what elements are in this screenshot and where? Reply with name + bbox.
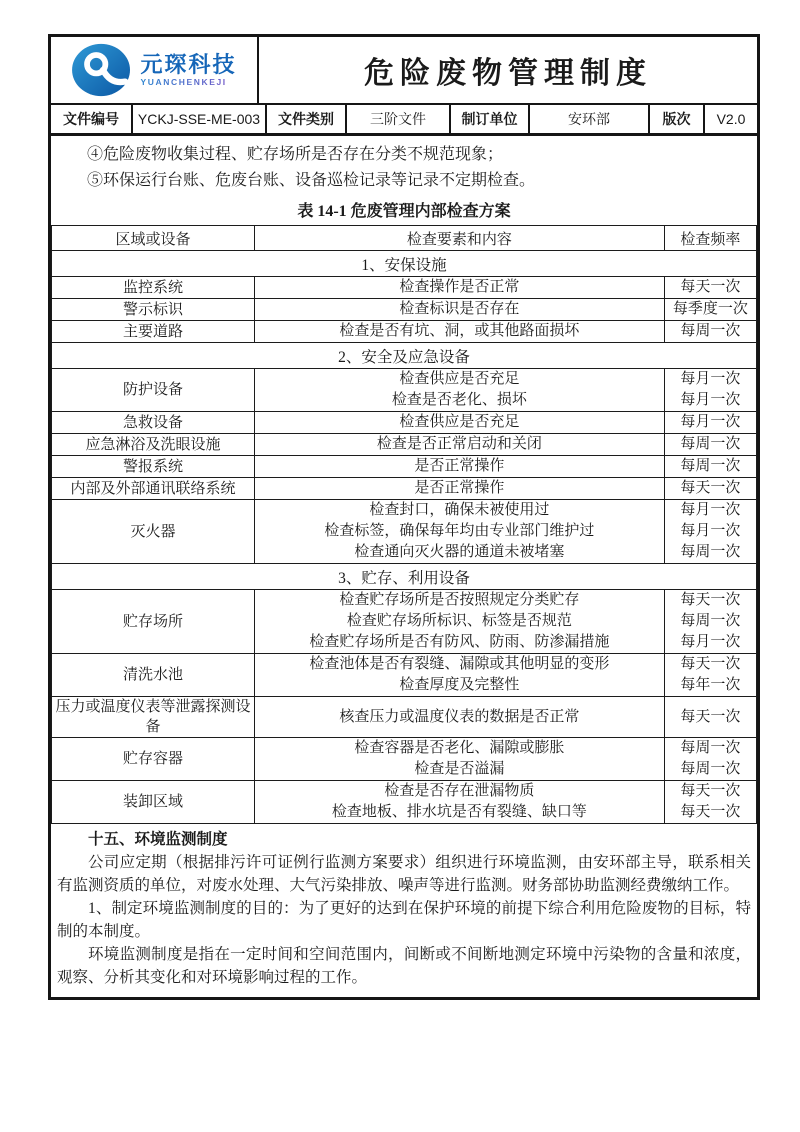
company-logo: [51, 37, 259, 103]
meta-value-doc-category: 三阶文件: [345, 105, 449, 133]
document-body: [51, 133, 757, 997]
frequency-line: 每周一次: [680, 761, 741, 777]
frequency-line: 每年一次: [680, 677, 741, 693]
intro-list: [51, 136, 757, 196]
content-cell: [255, 654, 665, 697]
table-row: [52, 299, 757, 321]
section-title: 1、安保设施: [52, 251, 757, 277]
content-cell: [255, 321, 665, 343]
content-line: 检查供应是否充足: [399, 414, 520, 430]
content-line: 检查贮存场所是否按照规定分类贮存: [339, 592, 580, 608]
area-cell: 应急淋浴及洗眼设施: [52, 434, 255, 456]
logo-swoosh-icon: [71, 42, 133, 98]
area-cell: 急救设备: [52, 412, 255, 434]
area-cell: 内部及外部通讯联络系统: [52, 478, 255, 500]
footer-paragraph: 公司应定期（根据排污许可证例行监测方案要求）组织进行环境监测，由安环部主导，联系相关有监测资质的单位，对废水处理、大气污染排放、噪声等进行监测。财务部协助监测经费缴纳工作。: [57, 854, 751, 894]
content-line: 检查标签，确保每年均由专业部门维护过: [324, 523, 595, 539]
table-row: [52, 478, 757, 500]
meta-value-doc-number: YCKJ-SSE-ME-003: [131, 105, 265, 133]
section-title: 2、安全及应急设备: [52, 343, 757, 369]
table-row: [52, 590, 757, 654]
frequency-cell: [664, 590, 756, 654]
meta-value-issuing-dept: 安环部: [528, 105, 648, 133]
frequency-cell: [664, 738, 756, 781]
page-title: 危险废物管理制度: [364, 57, 652, 90]
frequency-cell: [664, 697, 756, 738]
intro-item-4: ④危险废物收集过程、贮存场所是否存在分类不规范现象；: [87, 146, 504, 163]
frequency-line: 每天一次: [680, 783, 741, 799]
frequency-cell: [664, 299, 756, 321]
area-cell: 灭火器: [52, 500, 255, 564]
area-cell: 装卸区域: [52, 781, 255, 824]
content-line: 检查标识是否存在: [399, 301, 520, 317]
frequency-cell: [664, 654, 756, 697]
content-line: 检查封口，确保未被使用过: [369, 502, 550, 518]
column-header-area: 区域或设备: [52, 226, 255, 251]
frequency-line: 每周一次: [680, 323, 741, 339]
frequency-line: 每周一次: [680, 458, 741, 474]
area-cell: 贮存容器: [52, 738, 255, 781]
footer-paragraph: 1、制定环境监测制度的目的：为了更好的达到在保护环境的前提下综合利用危险废物的目标，特制的本制度。: [57, 900, 751, 940]
frequency-line: 每天一次: [680, 592, 741, 608]
content-line: 检查是否正常启动和关闭: [376, 436, 542, 452]
content-line: 核查压力或温度仪表的数据是否正常: [339, 708, 580, 725]
content-cell: [255, 277, 665, 299]
meta-label-doc-number: 文件编号: [63, 113, 119, 128]
document-page: [48, 34, 760, 1000]
frequency-cell: [664, 781, 756, 824]
area-cell: 监控系统: [52, 277, 255, 299]
table-row: [52, 434, 757, 456]
frequency-line: 每月一次: [680, 392, 741, 408]
area-cell: 主要道路: [52, 321, 255, 343]
content-cell: [255, 412, 665, 434]
content-line: 检查通向灭火器的通道未被堵塞: [354, 544, 565, 560]
content-cell: [255, 434, 665, 456]
content-cell: [255, 781, 665, 824]
content-line: 检查厚度及完整性: [399, 677, 520, 693]
table-row: [52, 456, 757, 478]
content-line: 检查容器是否老化、漏隙或膨胀: [354, 740, 565, 756]
table-row: [52, 277, 757, 299]
table-body: [52, 251, 757, 824]
company-name: 元琛科技: [140, 51, 237, 77]
footer-section: [51, 824, 757, 997]
area-cell: 警示标识: [52, 299, 255, 321]
table-row: [52, 697, 757, 738]
content-line: 检查操作是否正常: [399, 279, 520, 295]
document-meta-row: [51, 103, 757, 133]
table-header-row: [52, 226, 757, 251]
area-cell: 压力或温度仪表等泄露探测设备: [52, 697, 255, 738]
section-title: 3、贮存、利用设备: [52, 564, 757, 590]
frequency-line: 每天一次: [680, 480, 741, 496]
table-caption: 表 14-1 危废管理内部检查方案: [297, 203, 511, 220]
frequency-line: 每天一次: [680, 708, 741, 725]
content-line: 是否正常操作: [414, 480, 505, 496]
frequency-cell: [664, 500, 756, 564]
content-cell: [255, 697, 665, 738]
footer-heading: 十五、环境监测制度: [88, 831, 228, 848]
content-line: 检查地板、排水坑是否有裂缝、缺口等: [331, 804, 587, 820]
frequency-line: 每月一次: [680, 371, 741, 387]
content-line: 检查贮存场所是否有防风、防雨、防渗漏措施: [309, 634, 610, 650]
table-row: [52, 500, 757, 564]
frequency-cell: [664, 277, 756, 299]
content-cell: [255, 738, 665, 781]
frequency-cell: [664, 478, 756, 500]
meta-label-doc-category: 文件类别: [265, 105, 345, 133]
section-row: [52, 343, 757, 369]
frequency-cell: [664, 412, 756, 434]
document-header: [51, 37, 757, 103]
section-row: [52, 251, 757, 277]
frequency-line: 每月一次: [680, 634, 741, 650]
meta-label-issuing-dept: 制订单位: [449, 105, 528, 133]
frequency-line: 每月一次: [680, 414, 741, 430]
frequency-line: 每周一次: [680, 613, 741, 629]
logo-text: [140, 51, 237, 87]
frequency-cell: [664, 369, 756, 412]
content-line: 检查是否溢漏: [414, 761, 505, 777]
content-line: 检查是否有坑、洞，或其他路面损坏: [339, 323, 580, 339]
content-cell: [255, 478, 665, 500]
content-line: 检查是否存在泄漏物质: [384, 783, 535, 799]
frequency-line: 每月一次: [680, 502, 741, 518]
frequency-cell: [664, 321, 756, 343]
frequency-line: 每周一次: [680, 740, 741, 756]
company-name-latin: YUANCHENKEJI: [140, 78, 236, 87]
inspection-table: [51, 225, 757, 824]
frequency-line: 每月一次: [680, 523, 741, 539]
content-cell: [255, 456, 665, 478]
meta-value-version: V2.0: [703, 105, 757, 133]
column-header-frequency: 检查频率: [664, 226, 756, 251]
section-row: [52, 564, 757, 590]
table-row: [52, 654, 757, 697]
footer-paragraph: 环境监测制度是指在一定时间和空间范围内，间断或不间断地测定环境中污染物的含量和浓度，观察、分析其变化和对环境影响过程的工作。: [57, 946, 751, 986]
table-row: [52, 781, 757, 824]
content-cell: [255, 500, 665, 564]
frequency-line: 每周一次: [680, 436, 741, 452]
content-line: 是否正常操作: [414, 458, 505, 474]
frequency-line: 每天一次: [680, 656, 741, 672]
frequency-cell: [664, 456, 756, 478]
frequency-line: 每天一次: [680, 804, 741, 820]
content-cell: [255, 590, 665, 654]
content-line: 检查贮存场所标识、标签是否规范: [346, 613, 572, 629]
area-cell: 警报系统: [52, 456, 255, 478]
frequency-line: 每天一次: [680, 279, 741, 295]
frequency-cell: [664, 434, 756, 456]
content-line: 检查是否老化、损坏: [391, 392, 527, 408]
content-cell: [255, 299, 665, 321]
area-cell: 防护设备: [52, 369, 255, 412]
table-row: [52, 738, 757, 781]
table-row: [52, 369, 757, 412]
intro-item-5: ⑤环保运行台账、危废台账、设备巡检记录等记录不定期检查。: [87, 172, 536, 189]
content-cell: [255, 369, 665, 412]
table-row: [52, 321, 757, 343]
meta-label-version: 版次: [648, 105, 703, 133]
area-cell: 贮存场所: [52, 590, 255, 654]
frequency-line: 每季度一次: [672, 301, 748, 317]
content-line: 检查供应是否充足: [399, 371, 520, 387]
table-row: [52, 412, 757, 434]
frequency-line: 每周一次: [680, 544, 741, 560]
column-header-content: 检查要素和内容: [255, 226, 665, 251]
area-cell: 清洗水池: [52, 654, 255, 697]
content-line: 检查池体是否有裂缝、漏隙或其他明显的变形: [309, 656, 610, 672]
